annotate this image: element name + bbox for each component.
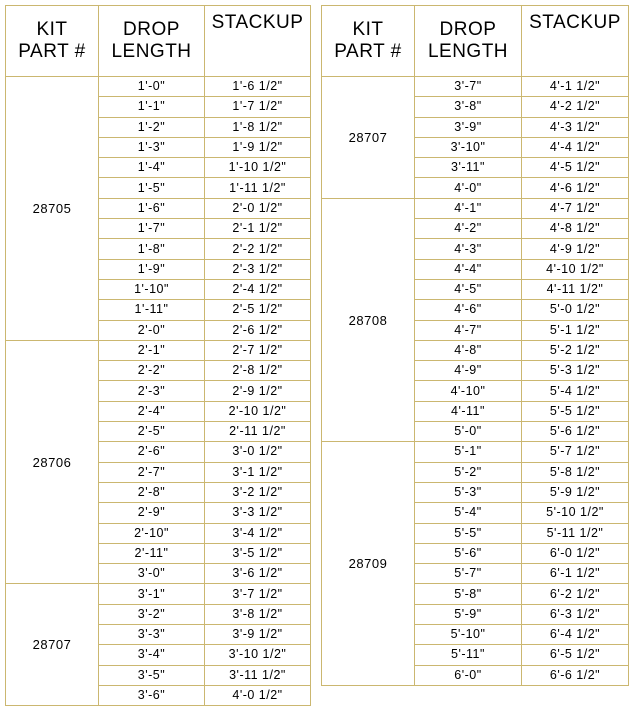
drop-length-cell: 6'-0": [415, 665, 522, 685]
drop-length-cell: 2'-8": [99, 482, 205, 502]
stackup-cell: 1'-10 1/2": [205, 158, 311, 178]
stackup-cell: 2'-9 1/2": [205, 381, 311, 401]
stackup-cell: 3'-5 1/2": [205, 543, 311, 563]
drop-length-cell: 5'-8": [415, 584, 522, 604]
drop-length-cell: 4'-11": [415, 401, 522, 421]
drop-length-cell: 1'-1": [99, 97, 205, 117]
stackup-cell: 3'-1 1/2": [205, 462, 311, 482]
drop-length-cell: 5'-0": [415, 422, 522, 442]
drop-length-cell: 2'-4": [99, 401, 205, 421]
stackup-cell: 2'-5 1/2": [205, 300, 311, 320]
stackup-cell: 5'-8 1/2": [522, 462, 629, 482]
drop-length-cell: 2'-0": [99, 320, 205, 340]
stackup-cell: 4'-11 1/2": [522, 279, 629, 299]
drop-length-cell: 2'-3": [99, 381, 205, 401]
left-table-body: [6, 77, 311, 706]
drop-length-cell: 5'-10": [415, 625, 522, 645]
drop-length-cell: 4'-2": [415, 219, 522, 239]
stackup-header: STACKUP: [205, 6, 311, 77]
stackup-cell: 6'-3 1/2": [522, 604, 629, 624]
stackup-cell: 1'-7 1/2": [205, 97, 311, 117]
drop-length-cell: 5'-3": [415, 482, 522, 502]
table-row: [322, 198, 629, 218]
kit-part-cell: 28705: [6, 77, 99, 341]
kit-part-cell: 28707: [6, 584, 99, 706]
drop-length-cell: 4'-8": [415, 340, 522, 360]
stackup-cell: 4'-4 1/2": [522, 137, 629, 157]
drop-length-cell: 3'-4": [99, 645, 205, 665]
kit-part-cell: 28706: [6, 340, 99, 584]
stackup-cell: 4'-1 1/2": [522, 77, 629, 97]
stackup-cell: 5'-2 1/2": [522, 340, 629, 360]
drop-length-cell: 4'-3": [415, 239, 522, 259]
drop-length-cell: 2'-9": [99, 503, 205, 523]
drop-length-cell: 2'-1": [99, 340, 205, 360]
table-row: [322, 442, 629, 462]
drop-length-cell: 4'-1": [415, 198, 522, 218]
drop-length-header: DROP LENGTH: [415, 6, 522, 77]
kit-part-header: KIT PART #: [6, 6, 99, 77]
drop-length-cell: 3'-5": [99, 665, 205, 685]
drop-length-cell: 1'-2": [99, 117, 205, 137]
table-row: [322, 77, 629, 97]
stackup-cell: 5'-11 1/2": [522, 523, 629, 543]
stackup-cell: 2'-7 1/2": [205, 340, 311, 360]
stackup-cell: 3'-11 1/2": [205, 665, 311, 685]
stackup-cell: 1'-9 1/2": [205, 137, 311, 157]
stackup-cell: 4'-7 1/2": [522, 198, 629, 218]
stackup-cell: 6'-5 1/2": [522, 645, 629, 665]
drop-length-cell: 5'-1": [415, 442, 522, 462]
stackup-cell: 5'-9 1/2": [522, 482, 629, 502]
stackup-cell: 5'-0 1/2": [522, 300, 629, 320]
stackup-cell: 4'-10 1/2": [522, 259, 629, 279]
stackup-cell: 4'-6 1/2": [522, 178, 629, 198]
table-row: [6, 340, 311, 360]
drop-length-cell: 2'-6": [99, 442, 205, 462]
drop-length-cell: 5'-11": [415, 645, 522, 665]
stackup-cell: 2'-1 1/2": [205, 219, 311, 239]
stackup-cell: 3'-3 1/2": [205, 503, 311, 523]
stackup-cell: 1'-6 1/2": [205, 77, 311, 97]
table-row: [6, 584, 311, 604]
drop-length-cell: 1'-4": [99, 158, 205, 178]
stackup-cell: 4'-3 1/2": [522, 117, 629, 137]
stackup-cell: 3'-2 1/2": [205, 482, 311, 502]
stackup-cell: 3'-6 1/2": [205, 564, 311, 584]
stackup-cell: 6'-6 1/2": [522, 665, 629, 685]
header-row: [6, 6, 311, 77]
stackup-cell: 5'-6 1/2": [522, 422, 629, 442]
drop-length-cell: 5'-6": [415, 543, 522, 563]
drop-length-cell: 4'-5": [415, 279, 522, 299]
drop-length-cell: 3'-3": [99, 625, 205, 645]
drop-length-cell: 1'-10": [99, 279, 205, 299]
drop-length-cell: 1'-5": [99, 178, 205, 198]
drop-length-cell: 1'-11": [99, 300, 205, 320]
drop-length-cell: 1'-8": [99, 239, 205, 259]
stackup-cell: 6'-2 1/2": [522, 584, 629, 604]
stackup-cell: 2'-0 1/2": [205, 198, 311, 218]
stackup-cell: 4'-9 1/2": [522, 239, 629, 259]
stackup-cell: 4'-2 1/2": [522, 97, 629, 117]
left-kit-table: [5, 5, 311, 706]
stackup-cell: 6'-0 1/2": [522, 543, 629, 563]
stackup-cell: 3'-0 1/2": [205, 442, 311, 462]
drop-length-cell: 5'-2": [415, 462, 522, 482]
kit-part-cell: 28707: [322, 77, 415, 199]
drop-length-cell: 2'-2": [99, 361, 205, 381]
stackup-cell: 4'-0 1/2": [205, 685, 311, 705]
drop-length-cell: 2'-11": [99, 543, 205, 563]
stackup-cell: 2'-2 1/2": [205, 239, 311, 259]
stackup-cell: 2'-6 1/2": [205, 320, 311, 340]
right-table-body: [322, 77, 629, 686]
kit-part-header: KIT PART #: [322, 6, 415, 77]
stackup-cell: 5'-4 1/2": [522, 381, 629, 401]
stackup-cell: 5'-3 1/2": [522, 361, 629, 381]
drop-length-cell: 1'-9": [99, 259, 205, 279]
stackup-cell: 2'-3 1/2": [205, 259, 311, 279]
stackup-cell: 2'-11 1/2": [205, 422, 311, 442]
drop-length-cell: 2'-5": [99, 422, 205, 442]
drop-length-cell: 3'-2": [99, 604, 205, 624]
stackup-cell: 4'-8 1/2": [522, 219, 629, 239]
drop-length-cell: 3'-0": [99, 564, 205, 584]
drop-length-cell: 5'-5": [415, 523, 522, 543]
stackup-cell: 1'-8 1/2": [205, 117, 311, 137]
drop-length-cell: 4'-6": [415, 300, 522, 320]
stackup-cell: 3'-10 1/2": [205, 645, 311, 665]
drop-length-cell: 3'-9": [415, 117, 522, 137]
drop-length-cell: 4'-10": [415, 381, 522, 401]
drop-length-cell: 2'-7": [99, 462, 205, 482]
drop-length-cell: 1'-6": [99, 198, 205, 218]
drop-length-cell: 2'-10": [99, 523, 205, 543]
stackup-header: STACKUP: [522, 6, 629, 77]
stackup-cell: 3'-9 1/2": [205, 625, 311, 645]
stackup-cell: 1'-11 1/2": [205, 178, 311, 198]
drop-length-cell: 3'-11": [415, 158, 522, 178]
stackup-cell: 2'-10 1/2": [205, 401, 311, 421]
right-kit-table: [321, 5, 629, 686]
stackup-cell: 5'-10 1/2": [522, 503, 629, 523]
drop-length-cell: 4'-4": [415, 259, 522, 279]
drop-length-cell: 5'-9": [415, 604, 522, 624]
stackup-cell: 6'-4 1/2": [522, 625, 629, 645]
stackup-cell: 2'-8 1/2": [205, 361, 311, 381]
stackup-cell: 6'-1 1/2": [522, 564, 629, 584]
table-row: [6, 77, 311, 97]
stackup-cell: 5'-5 1/2": [522, 401, 629, 421]
stackup-cell: 5'-1 1/2": [522, 320, 629, 340]
drop-length-cell: 5'-7": [415, 564, 522, 584]
drop-length-cell: 1'-3": [99, 137, 205, 157]
drop-length-cell: 3'-1": [99, 584, 205, 604]
drop-length-cell: 4'-0": [415, 178, 522, 198]
drop-length-cell: 1'-0": [99, 77, 205, 97]
drop-length-cell: 4'-9": [415, 361, 522, 381]
drop-length-cell: 1'-7": [99, 219, 205, 239]
stackup-cell: 2'-4 1/2": [205, 279, 311, 299]
drop-length-cell: 3'-6": [99, 685, 205, 705]
drop-length-cell: 3'-10": [415, 137, 522, 157]
drop-length-cell: 3'-8": [415, 97, 522, 117]
stackup-cell: 5'-7 1/2": [522, 442, 629, 462]
stackup-cell: 3'-8 1/2": [205, 604, 311, 624]
stackup-cell: 3'-7 1/2": [205, 584, 311, 604]
stackup-cell: 4'-5 1/2": [522, 158, 629, 178]
drop-length-cell: 5'-4": [415, 503, 522, 523]
header-row: [322, 6, 629, 77]
kit-part-cell: 28708: [322, 198, 415, 442]
kit-part-cell: 28709: [322, 442, 415, 686]
stackup-cell: 3'-4 1/2": [205, 523, 311, 543]
drop-length-cell: 4'-7": [415, 320, 522, 340]
drop-length-cell: 3'-7": [415, 77, 522, 97]
drop-length-header: DROP LENGTH: [99, 6, 205, 77]
